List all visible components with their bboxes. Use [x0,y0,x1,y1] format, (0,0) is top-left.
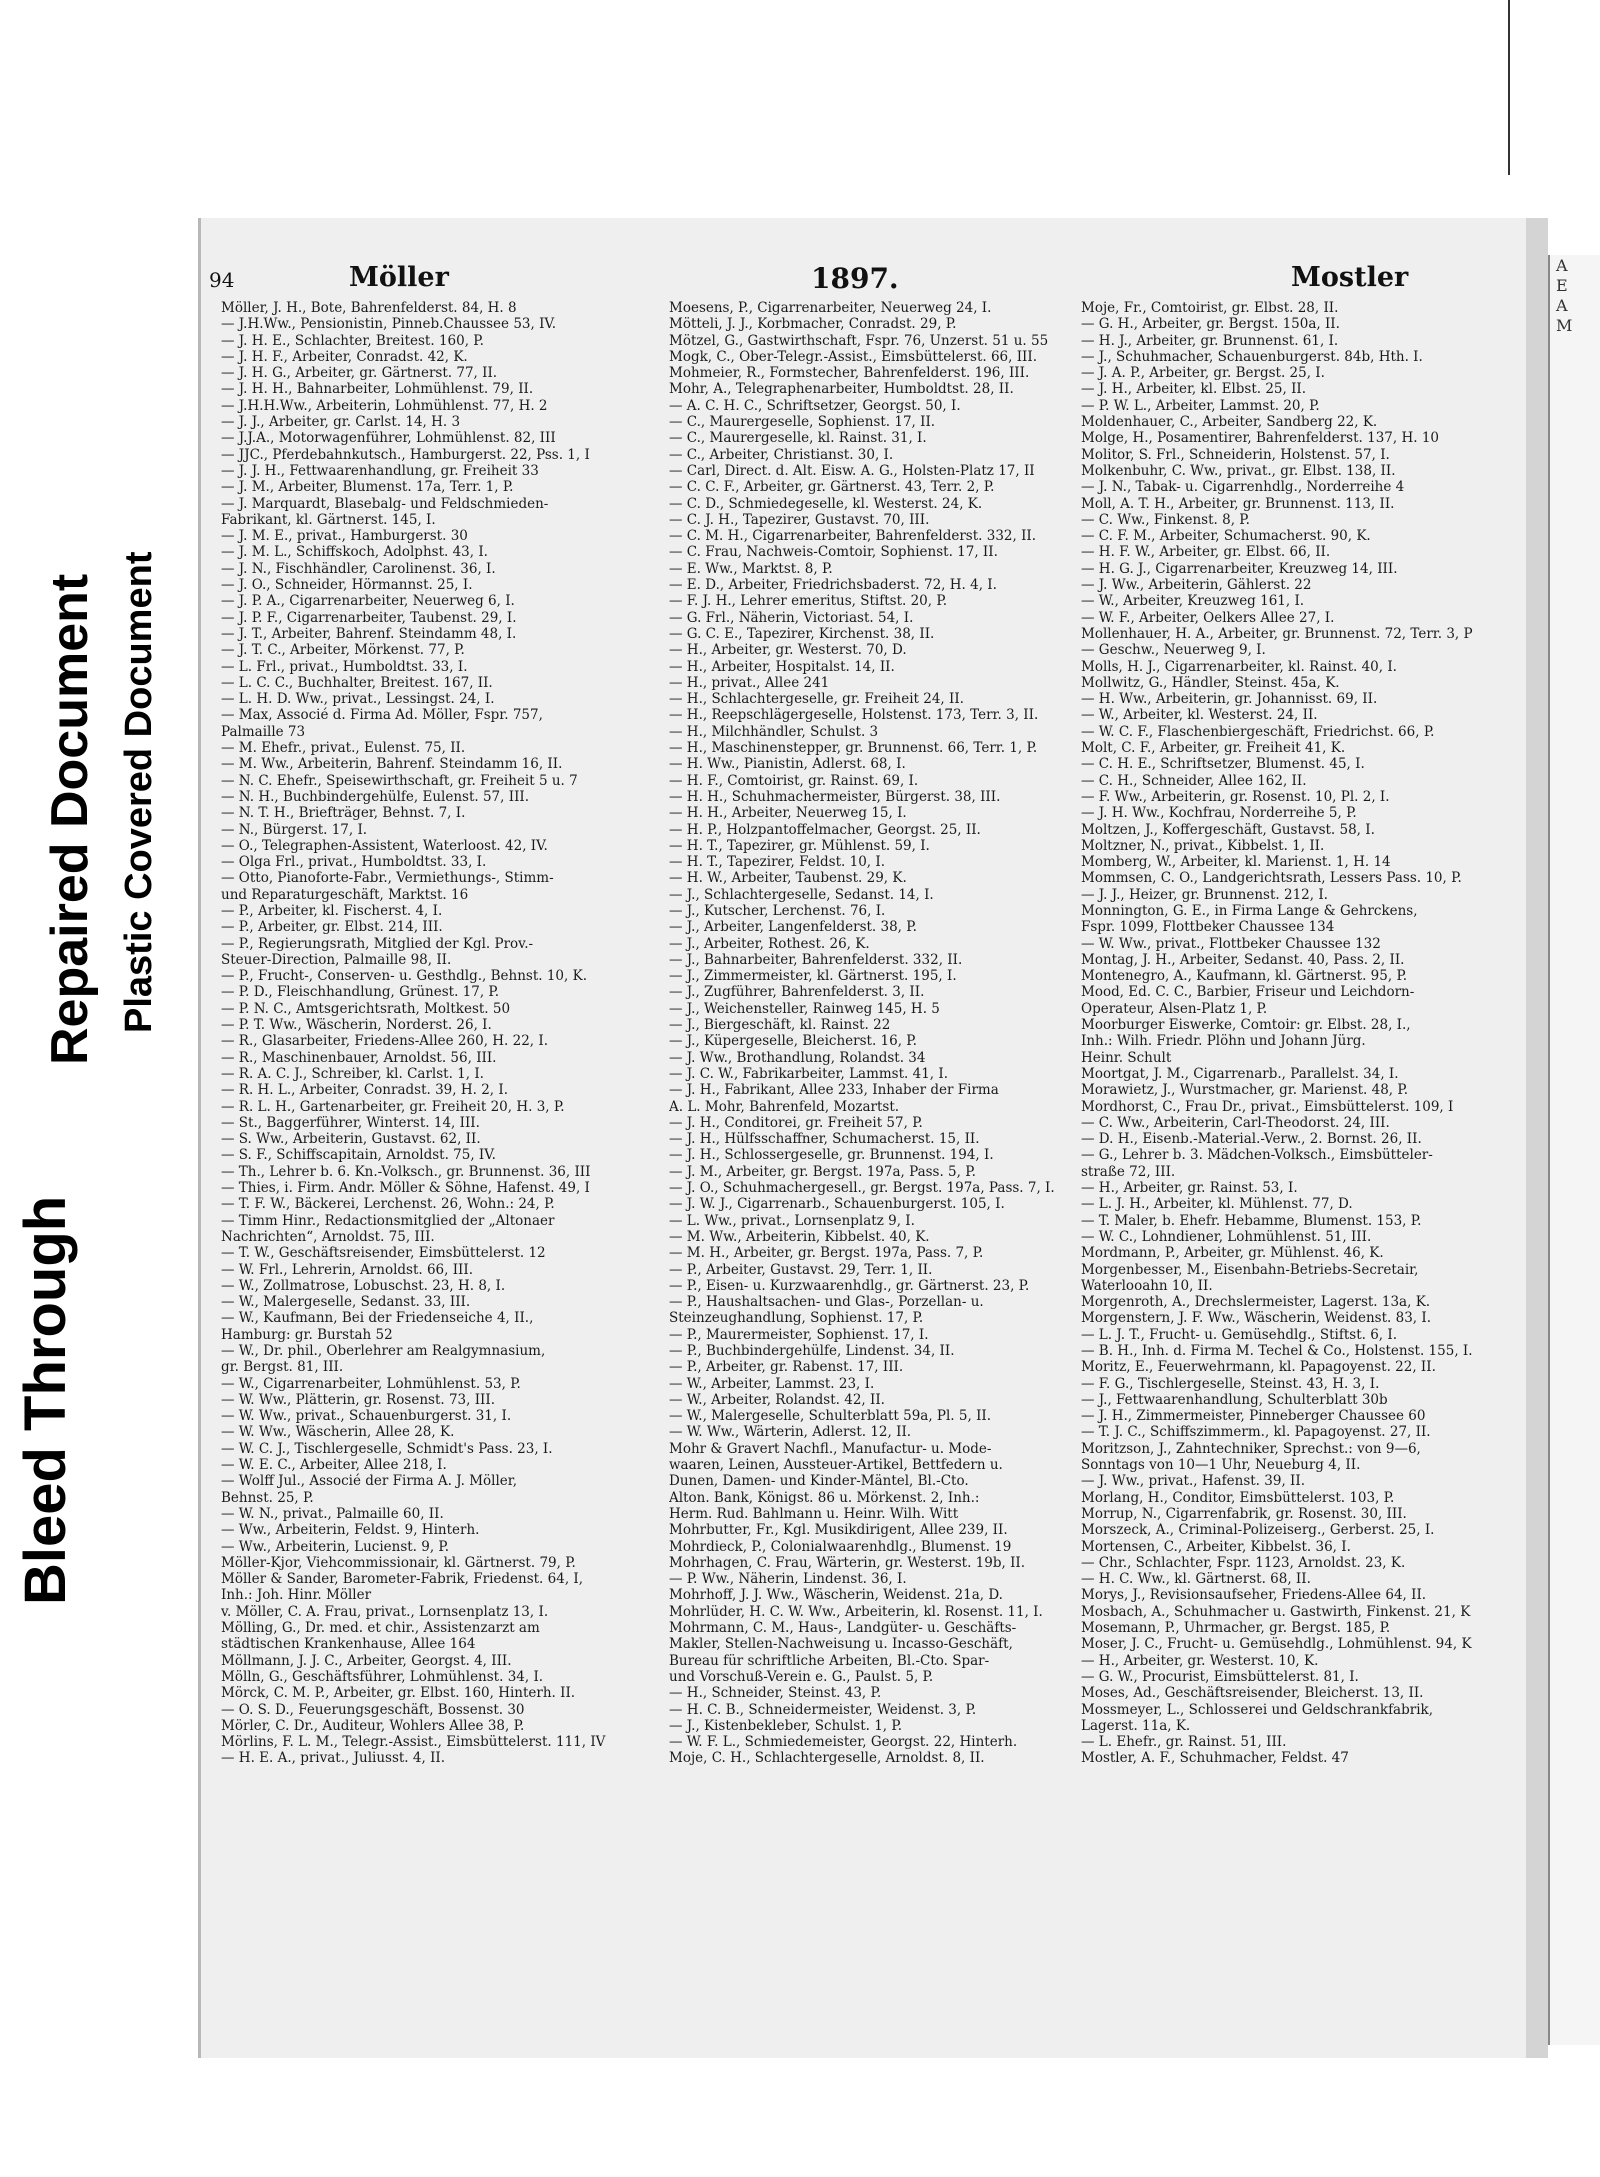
directory-entry: — W. F., Arbeiter, Oelkers Allee 27, I. [1081,609,1335,626]
directory-entry: Mogk, C., Ober-Telegr.-Assist., Eimsbüttelerst. 66, III. [669,348,1038,365]
directory-entry: — A. C. H. C., Schriftsetzer, Georgst. 50, I. [669,397,961,414]
directory-entry: — L. J. T., Frucht- u. Gemüsehdlg., Stiftst. 6, I. [1081,1326,1398,1343]
directory-entry: Mordhorst, C., Frau Dr., privat., Eimsbüttelerst. 109, I [1081,1098,1454,1115]
directory-entry: — J.J.A., Motorwagenführer, Lohmühlenst. 82, III [221,430,556,447]
directory-entry: Möllmann, J. J. C., Arbeiter, Georgst. 4, III. [221,1652,512,1669]
directory-entry: — J. W. J., Cigarrenarb., Schauenburgerst. 105, I. [669,1196,1005,1213]
directory-entry: Morgenstern, J. F. Ww., Wäscherin, Weidenst. 83, I. [1081,1310,1431,1327]
directory-entry: Mohr & Gravert Nachfl., Manufactur- u. Mode- [669,1440,992,1457]
edge-letter: E [1556,276,1568,295]
directory-entry: — N., Bürgerst. 17, I. [221,821,368,838]
directory-entry: — H. G. J., Cigarrenarbeiter, Kreuzweg 14, III. [1081,560,1398,577]
directory-entry: — J. M., Arbeiter, Blumenst. 17a, Terr. 1, P. [221,479,514,496]
directory-entry: Mordmann, P., Arbeiter, gr. Mühlenst. 46, K. [1081,1245,1384,1262]
directory-entry: — C. Ww., Arbeiterin, Carl-Theodorst. 24, III. [1081,1114,1390,1131]
page-shadow-edge [1526,218,1548,2058]
directory-entry: — H., Reepschlägergeselle, Holstenst. 173, Terr. 3, II. [669,707,1039,724]
directory-entry: Molitor, S. Frl., Schneiderin, Holstenst. 57, I. [1081,446,1390,463]
directory-entry: waaren, Leinen, Aussteuer-Artikel, Bettfedern u. [669,1457,1003,1474]
directory-entry: Mohrlüder, H. C. W. Ww., Arbeiterin, kl. Rosenst. 11, I. [669,1603,1043,1620]
directory-entry: — J. H., Conditorei, gr. Freiheit 57, P. [669,1114,923,1131]
directory-entry: — J., Fettwaarenhandlung, Schulterblatt 30b [1081,1391,1388,1408]
directory-entry: — Timm Hinr., Redactionsmitglied der „Altonaer [221,1212,555,1229]
plastic-covered-label: Plastic Covered Document [118,551,160,1033]
directory-entry: — Th., Lehrer b. 6. Kn.-Volksch., gr. Brunnenst. 36, III [221,1163,591,1180]
directory-entry: Möller-Kjor, Viehcommissionair, kl. Gärtnerst. 79, P. [221,1554,576,1571]
directory-entry: Inh.: Joh. Hinr. Möller [221,1587,372,1604]
directory-entry: Mötteli, J. J., Korbmacher, Conradst. 29, P. [669,316,957,333]
directory-entry: — J. O., Schuhmachergesell., gr. Bergst. 197a, Pass. 7, I. [669,1180,1055,1197]
directory-entry: — J., Schlachtergeselle, Sedanst. 14, I. [669,886,934,903]
directory-entry: Mörlins, F. L. M., Telegr.-Assist., Eimsbüttelerst. 111, IV [221,1734,606,1751]
directory-entry: — P., Buchbindergehülfe, Lindenst. 34, II. [669,1343,955,1359]
directory-entry: Mostler, A. F., Schuhmacher, Feldst. 47 [1081,1750,1349,1767]
directory-entry: — C. F. M., Arbeiter, Schumacherst. 90, K. [1081,528,1371,545]
directory-entry: — J. T. C., Arbeiter, Mörkenst. 77, P. [221,642,465,659]
directory-entry: — J. M. E., privat., Hamburgerst. 30 [221,528,468,545]
directory-entry: — W., Arbeiter, Kreuzweg 161, I. [1081,593,1305,610]
directory-entry: Morlang, H., Conditor, Eimsbüttelerst. 103, P. [1081,1489,1395,1506]
edge-letter: A [1556,296,1568,315]
directory-entry: — C., Maurergeselle, Sophienst. 17, II. [669,414,936,431]
directory-entry: — W. C., Lohndiener, Lohmühlenst. 51, III. [1081,1228,1372,1245]
directory-entry: — J. H., Arbeiter, kl. Elbst. 25, II. [1081,381,1307,398]
directory-entry: — T. J. C., Schiffszimmerm., kl. Papagoyenst. 27, II. [1081,1424,1431,1441]
directory-entry: — P., Regierungsrath, Mitglied der Kgl. Prov.- [221,935,534,952]
directory-entry: — Olga Frl., privat., Humboldtst. 33, I. [221,854,487,871]
directory-entry: — J. H. H., Bahnarbeiter, Lohmühlenst. 79, II. [221,381,534,398]
directory-entry: Alton. Bank, Königst. 86 u. Mörkenst. 2, Inh.: [669,1489,980,1506]
directory-entry: — P., Arbeiter, gr. Elbst. 214, III. [221,919,443,936]
directory-entry: — G. Frl., Näherin, Victoriast. 54, I. [669,609,914,626]
directory-entry: — P. D., Fleischhandlung, Grünest. 17, P. [221,984,500,1001]
directory-entry: gr. Bergst. 81, III. [221,1359,344,1376]
directory-entry: — L. Ww., privat., Lornsenplatz 9, I. [669,1212,915,1229]
directory-entry: — J., Weichensteller, Rainweg 145, H. 5 [669,1000,940,1017]
directory-entry: — H. F., Comtoirist, gr. Rainst. 69, I. [669,772,919,789]
directory-entry: — P., Arbeiter, kl. Fischerst. 4, I. [221,902,443,919]
directory-page [198,218,1526,2058]
directory-entry: — R., Glasarbeiter, Friedens-Allee 260, H. 22, I. [221,1033,549,1050]
directory-entry: — W. C. J., Tischlergeselle, Schmidt's Pass. 23, I. [221,1440,553,1457]
directory-entry: — W. Ww., privat., Schauenburgerst. 31, I. [221,1408,512,1425]
directory-entry: Moses, Ad., Geschäftsreisender, Bleicherst. 13, II. [1081,1685,1424,1702]
directory-entry: Moltzen, J., Koffergeschäft, Gustavst. 58, I. [1081,821,1375,838]
directory-entry: Fabrikant, kl. Gärtnerst. 145, I. [221,511,436,528]
directory-entry: Mötzel, G., Gastwirthschaft, Fspr. 76, Unzerst. 51 u. 55 [669,332,1049,349]
directory-entry: — P., Maurermeister, Sophienst. 17, I. [669,1326,929,1343]
directory-entry: — W. Ww., Plätterin, gr. Rosenst. 73, III. [221,1391,496,1408]
directory-entry: — W., Malergeselle, Sedanst. 33, III. [221,1294,471,1311]
directory-entry: — S. Ww., Arbeiterin, Gustavst. 62, II. [221,1131,481,1148]
directory-entry: Mollenhauer, H. A., Arbeiter, gr. Brunnenst. 72, Terr. 3, P [1081,625,1473,642]
directory-entry: Molls, H. J., Cigarrenarbeiter, kl. Rainst. 40, I. [1081,658,1397,675]
directory-entry: — P. T. Ww., Wäscherin, Norderst. 26, I. [221,1017,492,1034]
directory-entry: Makler, Stellen-Nachweisung u. Incasso-Geschäft, [669,1636,1013,1653]
left-running-head: Möller [349,262,449,293]
directory-entry: — H. F. W., Arbeiter, gr. Elbst. 66, II. [1081,544,1331,561]
directory-entry: — J. H., Zimmermeister, Pinneberger Chaussee 60 [1081,1408,1426,1425]
directory-entry: — R. L. H., Gartenarbeiter, gr. Freiheit 20, H. 3, P. [221,1098,565,1115]
directory-entry: — W. E. C., Arbeiter, Allee 218, I. [221,1457,447,1474]
directory-entry: v. Möller, C. A. Frau, privat., Lornsenplatz 13, I. [221,1603,549,1620]
directory-entry: Moldenhauer, C., Arbeiter, Sandberg 22, K. [1081,414,1378,431]
edge-letter: A [1556,256,1568,275]
directory-entry: — W. Ww., Wäscherin, Allee 28, K. [221,1424,455,1441]
directory-entry: — O., Telegraphen-Assistent, Waterloost. 42, IV. [221,837,548,854]
directory-entry: Mood, Ed. C. C., Barbier, Friseur und Leichdorn- [1081,984,1415,1001]
directory-entry: — J. H. G., Arbeiter, gr. Gärtnerst. 77, II. [221,365,498,382]
directory-entry: — H., Arbeiter, Hospitalst. 14, II. [669,658,895,675]
directory-entry: — H. C. B., Schneidermeister, Weidenst. 3, P. [669,1701,977,1718]
directory-entry: — P., Arbeiter, Gustavst. 29, Terr. 1, II. [669,1261,933,1278]
directory-entry: — H., Milchhändler, Schulst. 3 [669,723,879,740]
directory-entry: — J. H., Schlossergeselle, gr. Brunnenst. 194, I. [669,1147,994,1164]
directory-entry: — J., Küpergeselle, Bleicherst. 16, P. [669,1033,917,1050]
year-heading: 1897. [811,262,899,295]
directory-entry: — M. Ww., Arbeiterin, Bahrenf. Steindamm 16, II. [221,756,563,773]
directory-entry: Mohrmann, C. M., Haus-, Landgüter- u. Geschäfts- [669,1620,1017,1637]
directory-entry: — H. Ww., Arbeiterin, gr. Johannisst. 69, II. [1081,691,1378,708]
directory-entry: — H., privat., Allee 241 [669,674,830,691]
directory-entry: — J., Bahnarbeiter, Bahrenfelderst. 332, II. [669,951,963,968]
directory-entry: Monnington, G. E., in Firma Lange & Gehrckens, [1081,902,1418,919]
directory-entry: — F. G., Tischlergeselle, Steinst. 43, H. 3, I. [1081,1375,1380,1392]
edge-letter: M [1556,316,1573,335]
directory-entry: — J., Zimmermeister, kl. Gärtnerst. 195, I. [669,968,957,985]
directory-entry: Nachrichten“, Arnoldst. 75, III. [221,1228,435,1245]
directory-entry: — J., Arbeiter, Rothest. 26, K. [669,935,870,952]
directory-entry: — G. C. E., Tapezirer, Kirchenst. 38, II. [669,625,935,642]
directory-entry: — J. Ww., privat., Hafenst. 39, II. [1081,1473,1305,1490]
directory-entry: — J. T., Arbeiter, Bahrenf. Steindamm 48, I. [221,625,517,642]
directory-entry: — Otto, Pianoforte-Fabr., Vermiethungs-, Stimm- [221,870,554,887]
directory-entry: — J.H.Ww., Pensionistin, Pinneb.Chaussee 53, IV. [221,316,557,333]
directory-entry: Mohmeier, R., Formstecher, Bahrenfelderst. 196, III. [669,365,1030,382]
column-middle [669,300,1081,2040]
directory-entry: — J. Ww., Brothandlung, Rolandst. 34 [669,1049,926,1066]
binding-edge [1508,0,1510,175]
column-right [1081,300,1511,2040]
directory-entry: und Reparaturgeschäft, Marktst. 16 [221,886,469,903]
directory-entry: Dunen, Damen- und Kinder-Mäntel, Bl.-Cto. [669,1473,969,1490]
directory-entry: — C. Ww., Finkenst. 8, P. [1081,511,1250,528]
directory-entry: Behnst. 25, P. [221,1489,314,1506]
page-header [201,262,1526,298]
directory-entry: — W. Ww., Wärterin, Adlerst. 12, II. [669,1424,912,1441]
directory-entry: — O. S. D., Feuerungsgeschäft, Bossenst. 30 [221,1701,525,1718]
directory-entry: — H., Maschinenstepper, gr. Brunnenst. 66, Terr. 1, P. [669,740,1038,757]
directory-entry: — Ww., Arbeiterin, Lucienst. 9, P. [221,1538,450,1555]
directory-entry: — J. O., Schneider, Hörmannst. 25, I. [221,577,473,594]
directory-entry: — H., Arbeiter, gr. Rainst. 53, I. [1081,1180,1298,1197]
directory-entry: — M. H., Arbeiter, gr. Bergst. 197a, Pass. 7, P. [669,1245,984,1262]
directory-entry: Mohrhoff, J. J. Ww., Wäscherin, Weidenst. 21a, D. [669,1587,1003,1604]
directory-entry: — Chr., Schlachter, Fspr. 1123, Arnoldst. 23, K. [1081,1554,1406,1571]
directory-entry: — J. J., Heizer, gr. Brunnenst. 212, I. [1081,886,1328,903]
directory-entry: Hamburg: gr. Burstah 52 [221,1326,393,1343]
directory-entry: — L. C. C., Buchhalter, Breitest. 167, II. [221,674,493,691]
directory-entry: — J., Schuhmacher, Schauenburgerst. 84b, Hth. I. [1081,348,1423,365]
directory-entry: — C., Maurergeselle, kl. Rainst. 31, I. [669,430,927,447]
directory-entry: — T. F. W., Bäckerei, Lerchenst. 26, Wohn.: 24, P. [221,1196,555,1213]
directory-entry: A. L. Mohr, Bahrenfeld, Mozartst. [669,1098,900,1115]
directory-entry: — H., Schlachtergeselle, gr. Freiheit 24, II. [669,691,964,708]
directory-entry: — S. F., Schiffscapitain, Arnoldst. 75, IV. [221,1147,496,1164]
directory-entry: — W. Frl., Lehrerin, Arnoldst. 66, III. [221,1261,474,1278]
directory-entry: — J., Zugführer, Bahrenfelderst. 3, II. [669,984,925,1001]
directory-entry: Möller & Sander, Barometer-Fabrik, Friedenst. 64, I, [221,1571,584,1588]
directory-entry: — J. P. F., Cigarrenarbeiter, Taubenst. 29, I. [221,609,517,626]
directory-entry: — T. W., Geschäftsreisender, Eimsbüttelerst. 12 [221,1245,546,1262]
directory-entry: Mossmeyer, L., Schlosserei und Geldschrankfabrik, [1081,1701,1433,1718]
directory-entry: — D. H., Eisenb.-Material.-Verw., 2. Bornst. 26, II. [1081,1131,1422,1148]
directory-entry: — F. Ww., Arbeiterin, gr. Rosenst. 10, Pl. 2, I. [1081,788,1390,805]
next-page-edge [1548,255,1600,2045]
directory-entry: — H. J., Arbeiter, gr. Brunnenst. 61, I. [1081,332,1339,349]
directory-entry: Mohrbutter, Fr., Kgl. Musikdirigent, Allee 239, II. [669,1522,1008,1539]
directory-entry: — Wolff Jul., Associé der Firma A. J. Möller, [221,1473,518,1490]
directory-entry: — L. Frl., privat., Humboldtst. 33, I. [221,658,468,675]
directory-entry: — J. H., Fabrikant, Allee 233, Inhaber der Firma [669,1082,999,1099]
directory-entry: — C. C. F., Arbeiter, gr. Gärtnerst. 43, Terr. 2, P. [669,479,995,496]
directory-entry: — W., Dr. phil., Oberlehrer am Realgymnasium, [221,1343,546,1359]
directory-entry: — W., Arbeiter, Lammst. 23, I. [669,1375,875,1392]
directory-entry: — H. E. A., privat., Juliusst. 4, II. [221,1750,446,1767]
directory-entry: — H., Arbeiter, gr. Westerst. 70, D. [669,642,907,659]
directory-entry: Moesens, P., Cigarrenarbeiter, Neuerweg 24, I. [669,300,992,316]
directory-entry: — C. H. E., Schriftsetzer, Blumenst. 45, I. [1081,756,1365,773]
directory-entry: — P., Frucht-, Conserven- u. Gesthdlg., Behnst. 10, K. [221,968,587,985]
directory-entry: — H. W., Arbeiter, Taubenst. 29, K. [669,870,907,887]
directory-entry: — H. T., Tapezirer, Feldst. 10, I. [669,854,885,871]
directory-entry: — W. C. F., Flaschenbiergeschäft, Friedrichst. 66, P. [1081,723,1435,740]
directory-entry: Montag, J. H., Arbeiter, Sedanst. 40, Pass. 2, II. [1081,951,1405,968]
directory-entry: Molt, C. F., Arbeiter, gr. Freiheit 41, K. [1081,740,1346,757]
directory-entry: Moje, Fr., Comtoirist, gr. Elbst. 28, II. [1081,300,1339,316]
directory-entry: straße 72, III. [1081,1163,1176,1180]
directory-entry: — H. C. Ww., kl. Gärtnerst. 68, II. [1081,1571,1311,1588]
directory-entry: — N. T. H., Briefträger, Behnst. 7, I. [221,805,466,822]
directory-entry: Morys, J., Revisionsaufseher, Friedens-Allee 64, II. [1081,1587,1427,1604]
page-number: 94 [209,268,235,292]
directory-entry: — C. J. H., Tapezirer, Gustavst. 70, III. [669,511,930,528]
directory-entry: — H. H., Schuhmachermeister, Bürgerst. 38, III. [669,788,1001,805]
directory-entry: Molkenbuhr, C. Ww., privat., gr. Elbst. 138, II. [1081,462,1396,479]
directory-entry: Sonntags von 10—1 Uhr, Neueburg 4, II. [1081,1457,1361,1474]
directory-entry: — J. M. L., Schiffskoch, Adolphst. 43, I. [221,544,488,561]
directory-entry: — W., Cigarrenarbeiter, Lohmühlenst. 53, P. [221,1375,521,1392]
directory-entry: — P., Arbeiter, gr. Rabenst. 17, III. [669,1359,904,1376]
directory-entry: — W., Zollmatrose, Lobuschst. 23, H. 8, I. [221,1277,506,1294]
directory-entry: — T. Maler, b. Ehefr. Hebamme, Blumenst. 153, P. [1081,1212,1422,1229]
directory-entry: — H. T., Tapezirer, gr. Mühlenst. 59, I. [669,837,930,854]
directory-entry: Moje, C. H., Schlachtergeselle, Arnoldst. 8, II. [669,1750,985,1767]
directory-entry: Steinzeughandlung, Sophienst. 17, P. [669,1310,924,1327]
directory-entry: Morgenroth, A., Drechslermeister, Lagerst. 13a, K. [1081,1294,1431,1311]
directory-entry: — J. H. Ww., Kochfrau, Norderreihe 5, P. [1081,805,1357,822]
directory-entry: — J. J. H., Fettwaarenhandlung, gr. Freiheit 33 [221,462,539,479]
directory-entry: Operateur, Alsen-Platz 1, P. [1081,1000,1268,1017]
directory-entry: Moritz, E., Feuerwehrmann, kl. Papagoyenst. 22, II. [1081,1359,1436,1376]
directory-entry: — N. C. Ehefr., Speisewirthschaft, gr. Freiheit 5 u. 7 [221,772,578,789]
directory-entry: Molge, H., Posamentirer, Bahrenfelderst. 137, H. 10 [1081,430,1440,447]
directory-entry: Moll, A. T. H., Arbeiter, gr. Brunnenst. 113, II. [1081,495,1395,512]
directory-entry: — J. P. A., Cigarrenarbeiter, Neuerweg 6, I. [221,593,515,610]
directory-entry: Mörck, C. M. P., Arbeiter, gr. Elbst. 160, Hinterh. II. [221,1685,576,1702]
directory-entry: — St., Baggerführer, Winterst. 14, III. [221,1114,480,1131]
directory-entry: Herm. Rud. Bahlmann u. Heinr. Wilh. Witt [669,1505,959,1522]
directory-entry: Moser, J. C., Frucht- u. Gemüsehdlg., Lohmühlenst. 94, K [1081,1636,1472,1653]
directory-entry: — P., Eisen- u. Kurzwaarenhdlg., gr. Gärtnerst. 23, P. [669,1277,1030,1294]
directory-entry: Mölln, G., Geschäftsführer, Lohmühlenst. 34, I. [221,1668,544,1685]
directory-entry: — J. N., Fischhändler, Carolinenst. 36, I. [221,560,496,577]
directory-entry: Mortensen, C., Arbeiter, Kibbelst. 36, I. [1081,1538,1351,1555]
directory-entry: — L. J. H., Arbeiter, kl. Mühlenst. 77, D. [1081,1196,1353,1213]
directory-entry: Mommsen, C. O., Landgerichtsrath, Lessers Pass. 10, P. [1081,870,1462,887]
directory-entry: — W. F. L., Schmiedemeister, Georgst. 22, Hinterh. [669,1734,1018,1751]
directory-entry: Fspr. 1099, Flottbeker Chaussee 134 [1081,919,1335,936]
directory-entry: Mohrhagen, C. Frau, Wärterin, gr. Westerst. 19b, II. [669,1554,1026,1571]
directory-entry: Waterlooahn 10, II. [1081,1277,1213,1294]
directory-entry: — JJC., Pferdebahnkutsch., Hamburgerst. 22, Pss. 1, I [221,446,590,463]
directory-entry: — H., Arbeiter, gr. Westerst. 10, K. [1081,1652,1319,1669]
directory-entry: — J. J., Arbeiter, gr. Carlst. 14, H. 3 [221,414,461,431]
directory-entry: — P. N. C., Amtsgerichtsrath, Moltkest. 50 [221,1000,511,1017]
directory-entry: Möller, J. H., Bote, Bahrenfelderst. 84, H. 8 [221,300,517,316]
directory-entry: — H. Ww., Pianistin, Adlerst. 68, I. [669,756,906,773]
directory-entry: Bureau für schriftliche Arbeiten, Bl.-Cto. Spar- [669,1652,990,1669]
directory-entry: Lagerst. 11a, K. [1081,1717,1191,1734]
directory-entry: — P. Ww., Näherin, Lindenst. 36, I. [669,1571,907,1588]
bleed-through-label: Bleed Through [13,1195,78,1605]
directory-entry: — C. Frau, Nachweis-Comtoir, Sophienst. 17, II. [669,544,998,561]
directory-entry: Mollwitz, G., Händler, Steinst. 45a, K. [1081,674,1340,691]
column-left [221,300,633,2040]
directory-entry: — W., Arbeiter, Rolandst. 42, II. [669,1391,885,1408]
directory-entry: Mosemann, P., Uhrmacher, gr. Bergst. 185, P. [1081,1620,1391,1637]
directory-entry: — E. D., Arbeiter, Friedrichsbaderst. 72, H. 4, I. [669,577,997,594]
directory-entry: — F. J. H., Lehrer emeritus, Stiftst. 20, P. [669,593,947,610]
directory-entry: — Ww., Arbeiterin, Feldst. 9, Hinterh. [221,1522,480,1539]
directory-entry: — Max, Associé d. Firma Ad. Möller, Fspr. 757, [221,707,543,724]
directory-entry: Morszeck, A., Criminal-Polizeiserg., Gerberst. 25, I. [1081,1522,1435,1539]
right-running-head: Mostler [1291,262,1409,293]
directory-entry: Momberg, W., Arbeiter, kl. Marienst. 1, H. 14 [1081,854,1391,871]
directory-entry: — G. W., Procurist, Eimsbüttelerst. 81, I. [1081,1668,1359,1685]
directory-entry: — J. H., Hülfsschaffner, Schumacherst. 15, II. [669,1131,980,1148]
directory-entry: — J. H. E., Schlachter, Breitest. 160, P. [221,332,484,349]
directory-entry: — C. D., Schmiedegeselle, kl. Westerst. 24, K. [669,495,983,512]
directory-entry: Mohr, A., Telegraphenarbeiter, Humboldtst. 28, II. [669,381,1014,398]
directory-entry: — R., Maschinenbauer, Arnoldst. 56, III. [221,1049,497,1066]
directory-entry: — N. H., Buchbindergehülfe, Eulenst. 57, III. [221,788,530,805]
directory-entry: — H., Schneider, Steinst. 43, P. [669,1685,882,1702]
directory-entry: — J.H.H.Ww., Arbeiterin, Lohmühlenst. 77, H. 2 [221,397,548,414]
directory-entry: Morawietz, J., Wurstmacher, gr. Marienst. 48, P. [1081,1082,1409,1099]
directory-entry: Moorburger Eiswerke, Comtoir: gr. Elbst. 28, I., [1081,1017,1411,1034]
directory-entry: Moortgat, J. M., Cigarrenarb., Parallelst. 34, I. [1081,1065,1399,1082]
directory-entry: Heinr. Schult [1081,1049,1172,1066]
directory-entry: — J. Ww., Arbeiterin, Gählerst. 22 [1081,577,1312,594]
directory-entry: Moritzson, J., Zahntechniker, Sprechst.: von 9—6, [1081,1440,1421,1457]
directory-entry: Mörler, C. Dr., Auditeur, Wohlers Allee 38, P. [221,1717,525,1734]
directory-entry: Mosbach, A., Schuhmacher u. Gastwirth, Finkenst. 21, K [1081,1603,1471,1620]
directory-entry: — C. M. H., Cigarrenarbeiter, Bahrenfelderst. 332, II. [669,528,1037,545]
directory-entry: und Vorschuß-Verein e. G., Paulst. 5, P. [669,1668,934,1685]
directory-entry: — W. N., privat., Palmaille 60, II. [221,1505,444,1522]
directory-entry: Palmaille 73 [221,723,306,740]
directory-entry: — J. Marquardt, Blasebalg- und Feldschmieden- [221,495,549,512]
directory-entry: — C. H., Schneider, Allee 162, II. [1081,772,1307,789]
directory-entry: Mohrdieck, P., Colonialwaarenhdlg., Blumenst. 19 [669,1538,1012,1555]
directory-entry: — J. M., Arbeiter, gr. Bergst. 197a, Pass. 5, P. [669,1163,976,1180]
directory-entry: — W., Kaufmann, Bei der Friedenseiche 4, II., [221,1310,534,1327]
directory-entry: — W. Ww., privat., Flottbeker Chaussee 132 [1081,935,1381,952]
directory-entry: — C., Arbeiter, Christianst. 30, I. [669,446,894,463]
directory-entry: — H. P., Holzpantoffelmacher, Georgst. 25, II. [669,821,981,838]
directory-entry: — J. C. W., Fabrikarbeiter, Lammst. 41, I. [669,1065,949,1082]
directory-entry: — R. H. L., Arbeiter, Conradst. 39, H. 2, I. [221,1082,508,1099]
directory-entry: — W., Arbeiter, kl. Westerst. 24, II. [1081,707,1318,724]
directory-entry: — M. Ehefr., privat., Eulenst. 75, II. [221,740,466,757]
directory-entry: — L. H. D. Ww., privat., Lessingst. 24, I. [221,691,495,708]
directory-entry: — W., Malergeselle, Schulterblatt 59a, Pl. 5, II. [669,1408,992,1425]
repaired-document-label: Repaired Document [41,573,99,1065]
directory-entry: — Geschw., Neuerweg 9, I. [1081,642,1266,659]
directory-entry: — J. H. F., Arbeiter, Conradst. 42, K. [221,348,468,365]
directory-entry: städtischen Krankenhause, Allee 164 [221,1636,476,1653]
directory-entry: — L. Ehefr., gr. Rainst. 51, III. [1081,1734,1287,1751]
directory-entry: — B. H., Inh. d. Firma M. Techel & Co., Holstenst. 155, I. [1081,1343,1473,1359]
directory-entry: — H. H., Arbeiter, Neuerweg 15, I. [669,805,907,822]
directory-entry: — J., Arbeiter, Langenfelderst. 38, P. [669,919,917,936]
directory-entry: — J. N., Tabak- u. Cigarrenhdlg., Norderreihe 4 [1081,479,1405,496]
directory-entry: — E. Ww., Marktst. 8, P. [669,560,833,577]
directory-entry: — G., Lehrer b. 3. Mädchen-Volksch., Eimsbütteler- [1081,1147,1433,1164]
directory-entry: — P. W. L., Arbeiter, Lammst. 20, P. [1081,397,1320,414]
directory-entry: — J., Kistenbekleber, Schulst. 1, P. [669,1717,903,1734]
directory-entry: — G. H., Arbeiter, gr. Bergst. 150a, II. [1081,316,1340,333]
directory-entry: — J., Kutscher, Lerchenst. 76, I. [669,902,886,919]
directory-entry: — J. A. P., Arbeiter, gr. Bergst. 25, I. [1081,365,1325,382]
directory-entry: Morrup, N., Cigarrenfabrik, gr. Rosenst. 30, III. [1081,1505,1407,1522]
directory-entry: — Thies, i. Firm. Andr. Möller & Söhne, Hafenst. 49, I [221,1180,590,1197]
directory-entry: — Carl, Direct. d. Alt. Eisw. A. G., Holsten-Platz 17, II [669,462,1035,479]
directory-entry: — P., Haushaltsachen- und Glas-, Porzellan- u. [669,1294,984,1311]
directory-entry: Inh.: Wilh. Friedr. Plöhn und Johann Jürg. [1081,1033,1366,1050]
directory-entry: — R. A. C. J., Schreiber, kl. Carlst. 1, I. [221,1065,484,1082]
directory-entry: Moltzner, N., privat., Kibbelst. 1, II. [1081,837,1325,854]
directory-entry: Morgenbesser, M., Eisenbahn-Betriebs-Secretair, [1081,1261,1419,1278]
directory-entry: Mölling, G., Dr. med. et chir., Assistenzarzt am [221,1620,540,1637]
directory-entry: Montenegro, A., Kaufmann, kl. Gärtnerst. 95, P. [1081,968,1408,985]
directory-entry: — J., Biergeschäft, kl. Rainst. 22 [669,1017,891,1034]
directory-entry: Steuer-Direction, Palmaille 98, II. [221,951,452,968]
directory-entry: — M. Ww., Arbeiterin, Kibbelst. 40, K. [669,1228,930,1245]
